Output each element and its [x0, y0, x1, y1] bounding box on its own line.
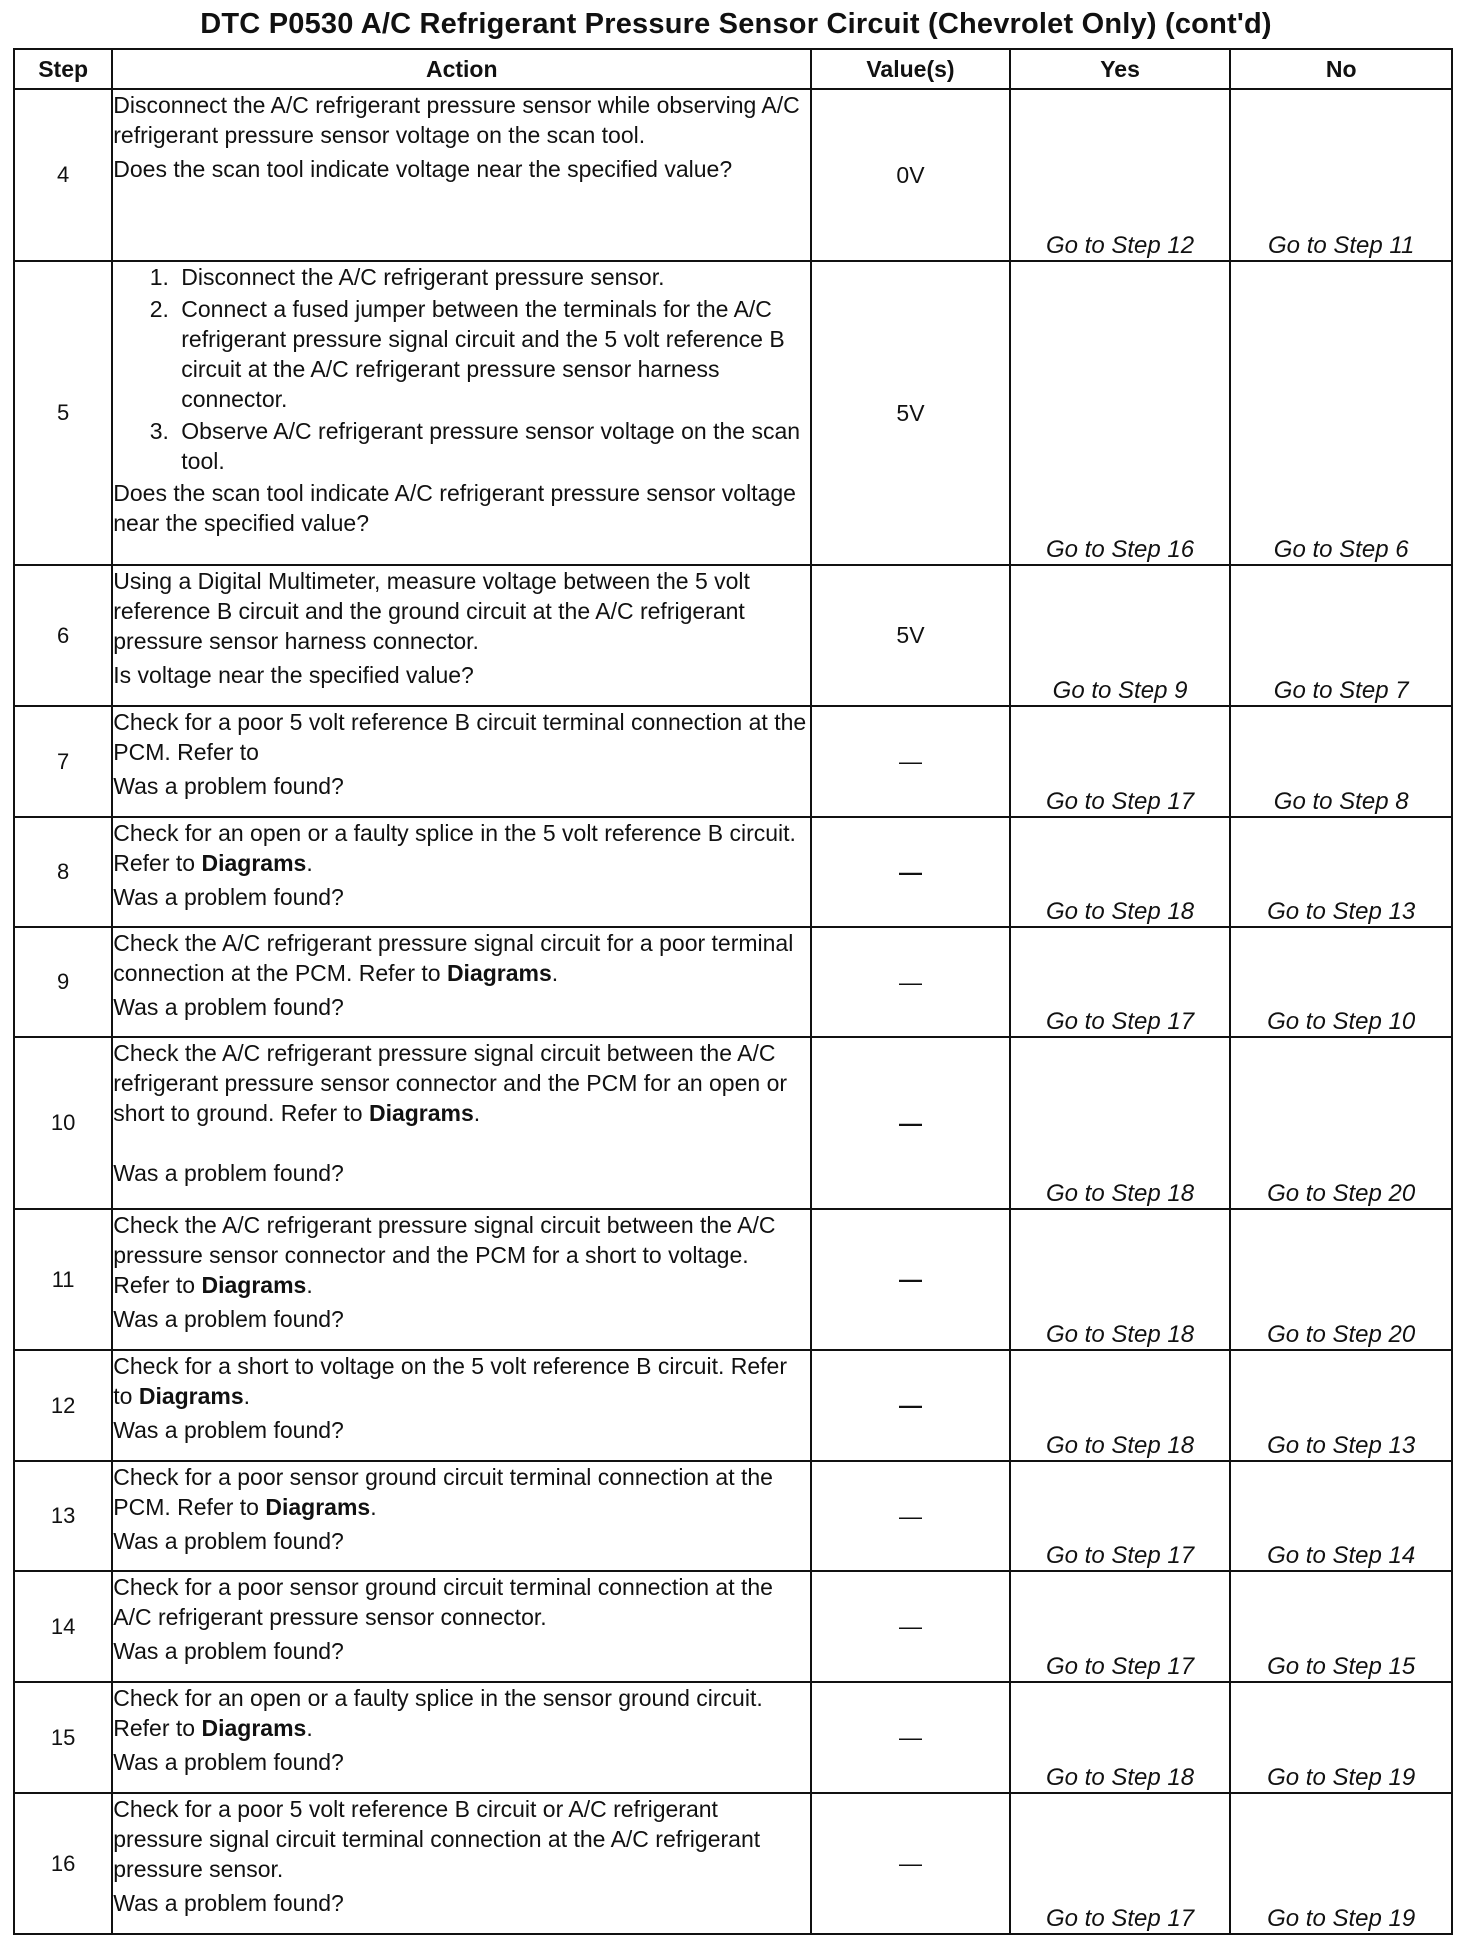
action-text-body: Check the A/C refrigerant pressure signal circuit between the A/C pressure sensor connector and the PCM for a short to voltage. Refer to [113, 1212, 776, 1298]
action-question: Was a problem found? [113, 1528, 344, 1554]
no-goto-link[interactable]: Go to Step 7 [1230, 565, 1452, 706]
action-question: Was a problem found? [113, 884, 344, 910]
no-goto-link[interactable]: Go to Step 10 [1230, 927, 1452, 1037]
table-row [14, 1682, 1452, 1793]
yes-goto-link[interactable]: Go to Step 18 [1010, 1209, 1231, 1350]
diagrams-reference[interactable]: Diagrams [368, 1100, 474, 1126]
step-number: 12 [14, 1350, 112, 1461]
step-number: 8 [14, 817, 112, 927]
table-row [14, 927, 1452, 1037]
yes-goto-link[interactable]: Go to Step 17 [1010, 706, 1231, 817]
action-cell [112, 1461, 811, 1571]
action-text: Check the A/C refrigerant pressure signal circuit for a poor terminal connection at the PCM. Refer to Diagrams. [113, 930, 794, 986]
table-row [14, 261, 1452, 565]
action-cell [112, 1571, 811, 1682]
list-item: 2. Connect a fused jumper between the terminals for the A/C refrigerant pressure signal circuit and the 5 volt reference B circuit at the A/C refrigerant pressure sensor harness connector. [175, 294, 810, 414]
step-number: 4 [14, 89, 112, 261]
column-header-no: No [1230, 49, 1452, 89]
table-header-row [14, 49, 1452, 89]
no-goto-link[interactable]: Go to Step 6 [1230, 261, 1452, 565]
value-cell: — [811, 1682, 1010, 1793]
no-goto-link[interactable]: Go to Step 19 [1230, 1682, 1452, 1793]
step-number: 13 [14, 1461, 112, 1571]
action-cell [112, 1037, 811, 1209]
value-cell: — [811, 1209, 1010, 1350]
action-question: Does the scan tool indicate A/C refrigerant pressure sensor voltage near the specified value? [113, 480, 796, 536]
action-text: Check for a poor 5 volt reference B circuit or A/C refrigerant pressure signal circuit terminal connection at the A/C refrigerant pressure sensor. [113, 1796, 761, 1882]
action-text-body: Check the A/C refrigerant pressure signal circuit for a poor terminal connection at the PCM. Refer to [113, 930, 794, 986]
yes-goto-link[interactable]: Go to Step 16 [1010, 261, 1231, 565]
diagnostic-table [13, 48, 1453, 1935]
no-goto-link[interactable]: Go to Step 13 [1230, 817, 1452, 927]
action-cell [112, 1682, 811, 1793]
action-question: Was a problem found? [113, 1306, 344, 1332]
action-text: Check the A/C refrigerant pressure signal circuit between the A/C pressure sensor connector and the PCM for a short to voltage. Refer to Diagrams. [113, 1212, 776, 1298]
table-row [14, 1037, 1452, 1209]
action-question: Was a problem found? [113, 1160, 344, 1186]
table-row [14, 1571, 1452, 1682]
value-cell: — [811, 1037, 1010, 1209]
diagrams-reference[interactable]: Diagrams [201, 1715, 307, 1741]
value-cell: 0V [811, 89, 1010, 261]
table-row [14, 706, 1452, 817]
action-text: Check the A/C refrigerant pressure signal circuit between the A/C refrigerant pressure sensor connector and the PCM for an open or short to ground. Refer to Diagrams. [113, 1040, 788, 1126]
action-cell [112, 927, 811, 1037]
table-row [14, 1793, 1452, 1934]
value-cell: — [811, 1461, 1010, 1571]
action-cell [112, 1793, 811, 1934]
value-cell: 5V [811, 261, 1010, 565]
action-text: Disconnect the A/C refrigerant pressure sensor while observing A/C refrigerant pressure sensor voltage on the scan tool. [113, 92, 800, 148]
action-cell [112, 565, 811, 706]
action-text: Check for a poor sensor ground circuit terminal connection at the PCM. Refer to Diagrams. [113, 1464, 773, 1520]
diagrams-reference[interactable]: Diagrams [201, 850, 307, 876]
no-goto-link[interactable]: Go to Step 14 [1230, 1461, 1452, 1571]
yes-goto-link[interactable]: Go to Step 17 [1010, 1793, 1231, 1934]
step-number: 5 [14, 261, 112, 565]
step-number: 15 [14, 1682, 112, 1793]
action-text-body: Check for a poor sensor ground circuit terminal connection at the PCM. Refer to [113, 1464, 773, 1520]
action-question: Was a problem found? [113, 994, 344, 1020]
page-title: DTC P0530 A/C Refrigerant Pressure Sensor Circuit (Chevrolet Only) (cont'd) [200, 8, 1272, 40]
table-row [14, 89, 1452, 261]
list-item: 3. Observe A/C refrigerant pressure sensor voltage on the scan tool. [175, 416, 810, 476]
value-cell: — [811, 1350, 1010, 1461]
step-number: 16 [14, 1793, 112, 1934]
value-cell: — [811, 1793, 1010, 1934]
no-goto-link[interactable]: Go to Step 20 [1230, 1037, 1452, 1209]
action-cell [112, 1350, 811, 1461]
action-cell [112, 817, 811, 927]
action-text-body: Check for a short to voltage on the 5 volt reference B circuit. Refer to [113, 1353, 787, 1409]
action-cell [112, 89, 811, 261]
action-text-body: Check the A/C refrigerant pressure signal circuit between the A/C refrigerant pressure sensor connector and the PCM for an open or short to ground. Refer to [113, 1040, 788, 1126]
diagrams-reference[interactable]: Diagrams [201, 1272, 307, 1298]
action-text-body: Check for an open or a faulty splice in the sensor ground circuit. Refer to [113, 1685, 763, 1741]
table-row [14, 1461, 1452, 1571]
action-question: Was a problem found? [113, 773, 344, 799]
action-text: Check for an open or a faulty splice in the 5 volt reference B circuit. Refer to Diagrams. [113, 820, 796, 876]
table-row [14, 1350, 1452, 1461]
action-list [113, 262, 810, 476]
yes-goto-link[interactable]: Go to Step 17 [1010, 1571, 1231, 1682]
diagrams-reference[interactable]: Diagrams [265, 1494, 371, 1520]
step-number: 7 [14, 706, 112, 817]
action-cell [112, 706, 811, 817]
no-goto-link[interactable]: Go to Step 20 [1230, 1209, 1452, 1350]
step-number: 10 [14, 1037, 112, 1209]
table-row [14, 817, 1452, 927]
step-number: 9 [14, 927, 112, 1037]
action-question: Does the scan tool indicate voltage near the specified value? [113, 156, 733, 182]
column-header-step: Step [14, 49, 112, 89]
value-cell: — [811, 1571, 1010, 1682]
yes-goto-link[interactable]: Go to Step 18 [1010, 1682, 1231, 1793]
no-goto-link[interactable]: Go to Step 19 [1230, 1793, 1452, 1934]
value-cell: 5V [811, 565, 1010, 706]
diagrams-reference[interactable]: Diagrams [138, 1383, 244, 1409]
value-cell: — [811, 706, 1010, 817]
value-cell: — [811, 927, 1010, 1037]
list-item: 1. Disconnect the A/C refrigerant pressure sensor. [175, 262, 810, 292]
column-header-value: Value(s) [811, 49, 1010, 89]
action-question: Was a problem found? [113, 1749, 344, 1775]
yes-goto-link[interactable]: Go to Step 17 [1010, 927, 1231, 1037]
yes-goto-link[interactable]: Go to Step 9 [1010, 565, 1231, 706]
action-question: Is voltage near the specified value? [113, 662, 474, 688]
column-header-yes: Yes [1010, 49, 1231, 89]
step-number: 14 [14, 1571, 112, 1682]
yes-goto-link[interactable]: Go to Step 17 [1010, 1461, 1231, 1571]
action-cell [112, 1209, 811, 1350]
yes-goto-link[interactable]: Go to Step 12 [1010, 89, 1231, 261]
action-text: Check for a short to voltage on the 5 volt reference B circuit. Refer to Diagrams. [113, 1353, 787, 1409]
action-cell [112, 261, 811, 565]
action-text: Using a Digital Multimeter, measure voltage between the 5 volt reference B circuit and the ground circuit at the A/C refrigerant pressure sensor harness connector. [113, 568, 750, 654]
no-goto-link[interactable]: Go to Step 15 [1230, 1571, 1452, 1682]
table-row [14, 1209, 1452, 1350]
table-row [14, 565, 1452, 706]
no-goto-link[interactable]: Go to Step 11 [1230, 89, 1452, 261]
yes-goto-link[interactable]: Go to Step 18 [1010, 1350, 1231, 1461]
action-question: Was a problem found? [113, 1417, 344, 1443]
diagrams-reference[interactable]: Diagrams [446, 960, 552, 986]
yes-goto-link[interactable]: Go to Step 18 [1010, 1037, 1231, 1209]
step-number: 11 [14, 1209, 112, 1350]
action-question: Was a problem found? [113, 1638, 344, 1664]
action-text: Check for a poor sensor ground circuit terminal connection at the A/C refrigerant pressure sensor connector. [113, 1574, 773, 1630]
action-text: Check for a poor 5 volt reference B circuit terminal connection at the PCM. Refer to [113, 709, 807, 765]
action-text-body: Check for an open or a faulty splice in the 5 volt reference B circuit. Refer to [113, 820, 796, 876]
value-cell: — [811, 817, 1010, 927]
no-goto-link[interactable]: Go to Step 13 [1230, 1350, 1452, 1461]
column-header-action: Action [112, 49, 811, 89]
yes-goto-link[interactable]: Go to Step 18 [1010, 817, 1231, 927]
step-number: 6 [14, 565, 112, 706]
action-question: Was a problem found? [113, 1890, 344, 1916]
action-text: Check for an open or a faulty splice in the sensor ground circuit. Refer to Diagrams. [113, 1685, 763, 1741]
no-goto-link[interactable]: Go to Step 8 [1230, 706, 1452, 817]
